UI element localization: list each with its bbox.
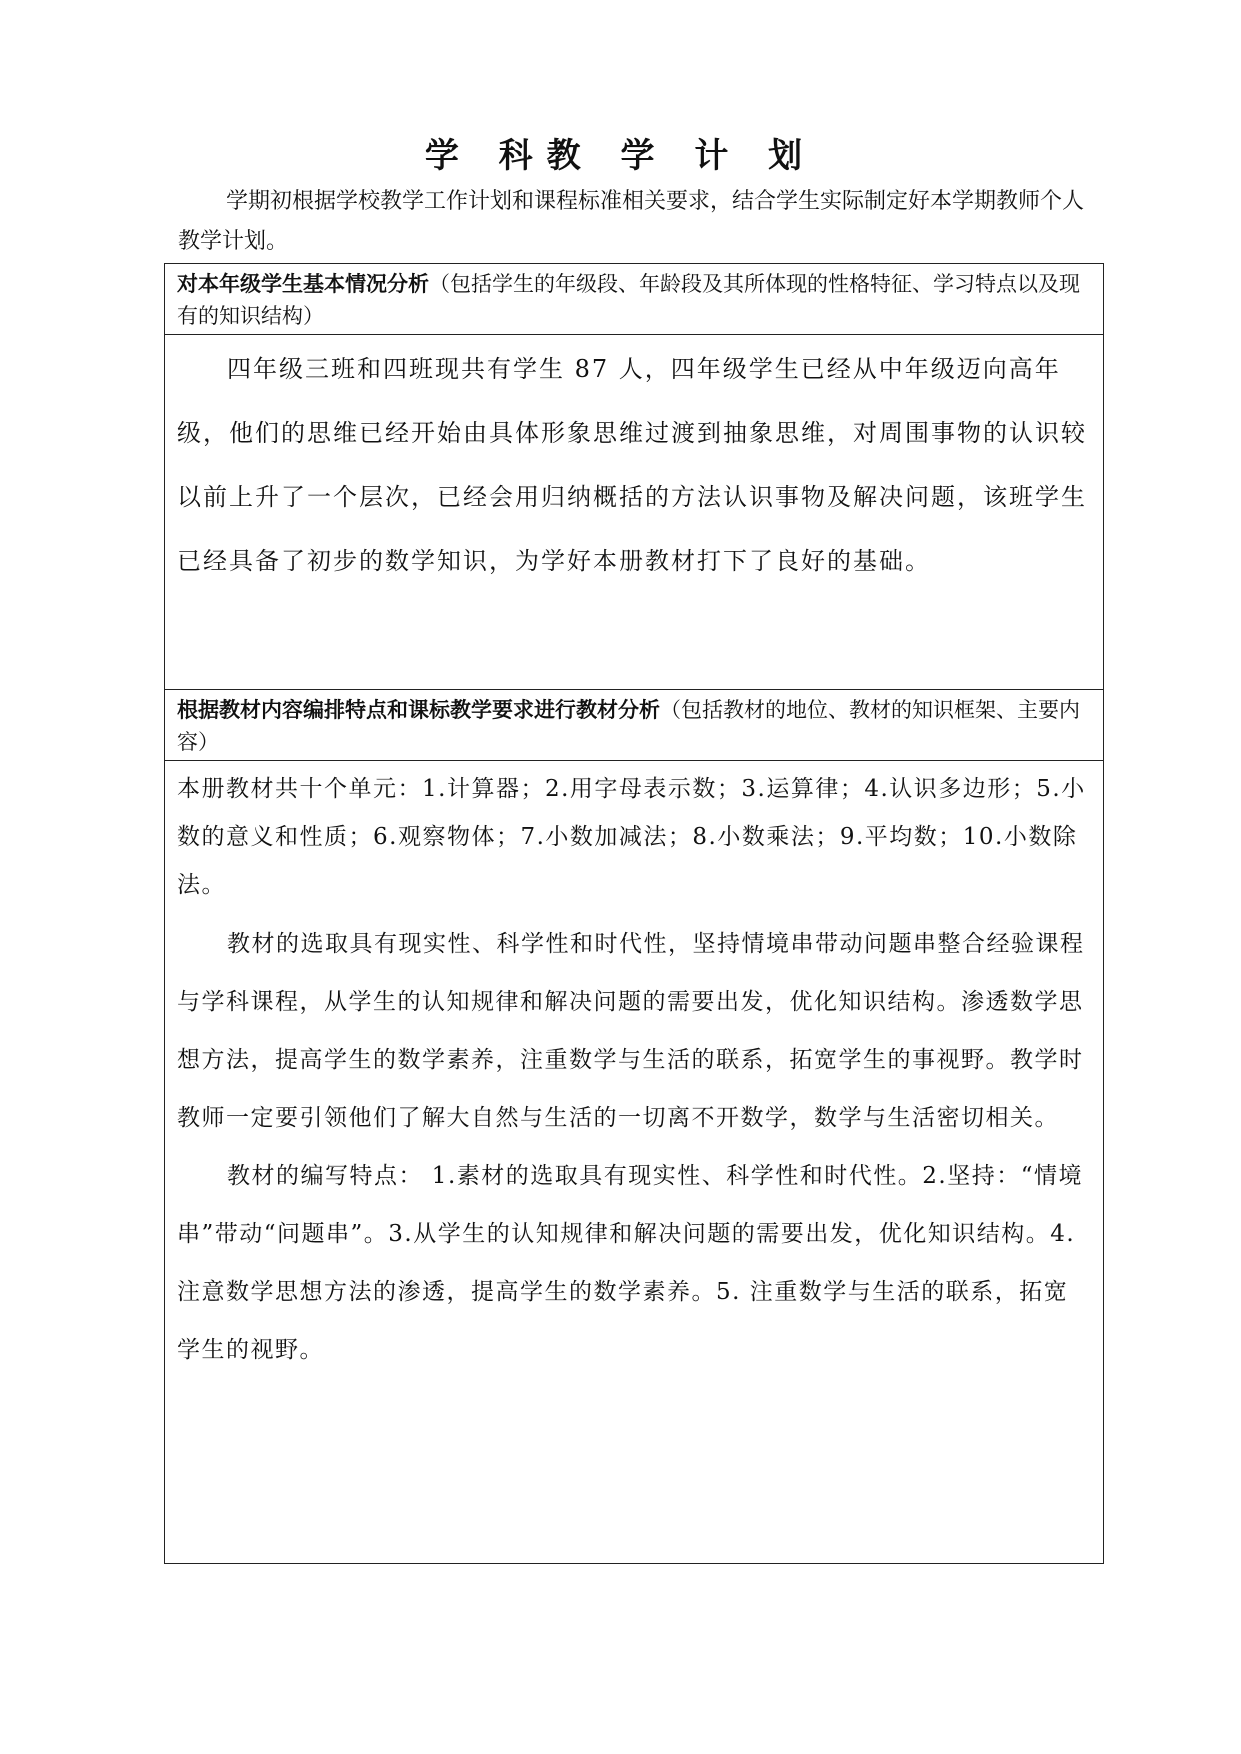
student-analysis-heading-note: （包括学生的年级段、年龄段及其所体现的性格特征、学习特点以及现有的知识结构）: [177, 272, 1080, 328]
features-paragraph: 教材的编写特点： 1.素材的选取具有现实性、科学性和时代性。2.坚持：“情境串”带动“问题串”。3.从学生的认知规律和解决问题的需要出发，优化知识结构。4.注意数学思想方法的渗透，提高学生的数学素养。5. 注重数学与生活的联系，拓宽学生的视野。: [177, 1163, 1083, 1363]
student-analysis-heading-title: 对本年级学生基本情况分析: [177, 271, 429, 296]
textbook-analysis-heading: [165, 690, 1103, 761]
page-title: 学 科教 学 计 划: [424, 136, 817, 176]
units-paragraph: 本册教材共十个单元：1.计算器；2.用字母表示数；3.运算律；4.认识多边形；5.小数的意义和性质；6.观察物体；7.小数加减法；8.小数乘法；9.平均数；10.小数除法。: [177, 776, 1086, 898]
textbook-analysis-heading-note: （包括教材的地位、教材的知识框架、主要内容）: [177, 698, 1080, 754]
student-analysis-body: 四年级三班和四班现共有学生 87 人，四年级学生已经从中年级迈向高年级，他们的思维已经开始由具体形象思维过渡到抽象思维，对周围事物的认识较以前上升了一个层次，已经会用归纳概括的方法认识事物及解决问题，该班学生已经具备了初步的数学知识，为学好本册教材打下了良好的基础。: [165, 335, 1103, 690]
intro-paragraph: 学期初根据学校教学工作计划和课程标准相关要求，结合学生实际制定好本学期教师个人教学计划。: [178, 189, 1085, 254]
textbook-analysis-body: [165, 761, 1103, 1563]
plan-table: [164, 263, 1104, 1564]
student-analysis-heading: [165, 264, 1103, 335]
selection-paragraph: 教材的选取具有现实性、科学性和时代性，坚持情境串带动问题串整合经验课程与学科课程，从学生的认知规律和解决问题的需要出发，优化知识结构。渗透数学思想方法，提高学生的数学素养，注重数学与生活的联系，拓宽学生的事视野。教学时教师一定要引领他们了解大自然与生活的一切离不开数学，数学与生活密切相关。: [177, 931, 1085, 1131]
textbook-analysis-heading-title: 根据教材内容编排特点和课标教学要求进行教材分析: [177, 697, 660, 722]
